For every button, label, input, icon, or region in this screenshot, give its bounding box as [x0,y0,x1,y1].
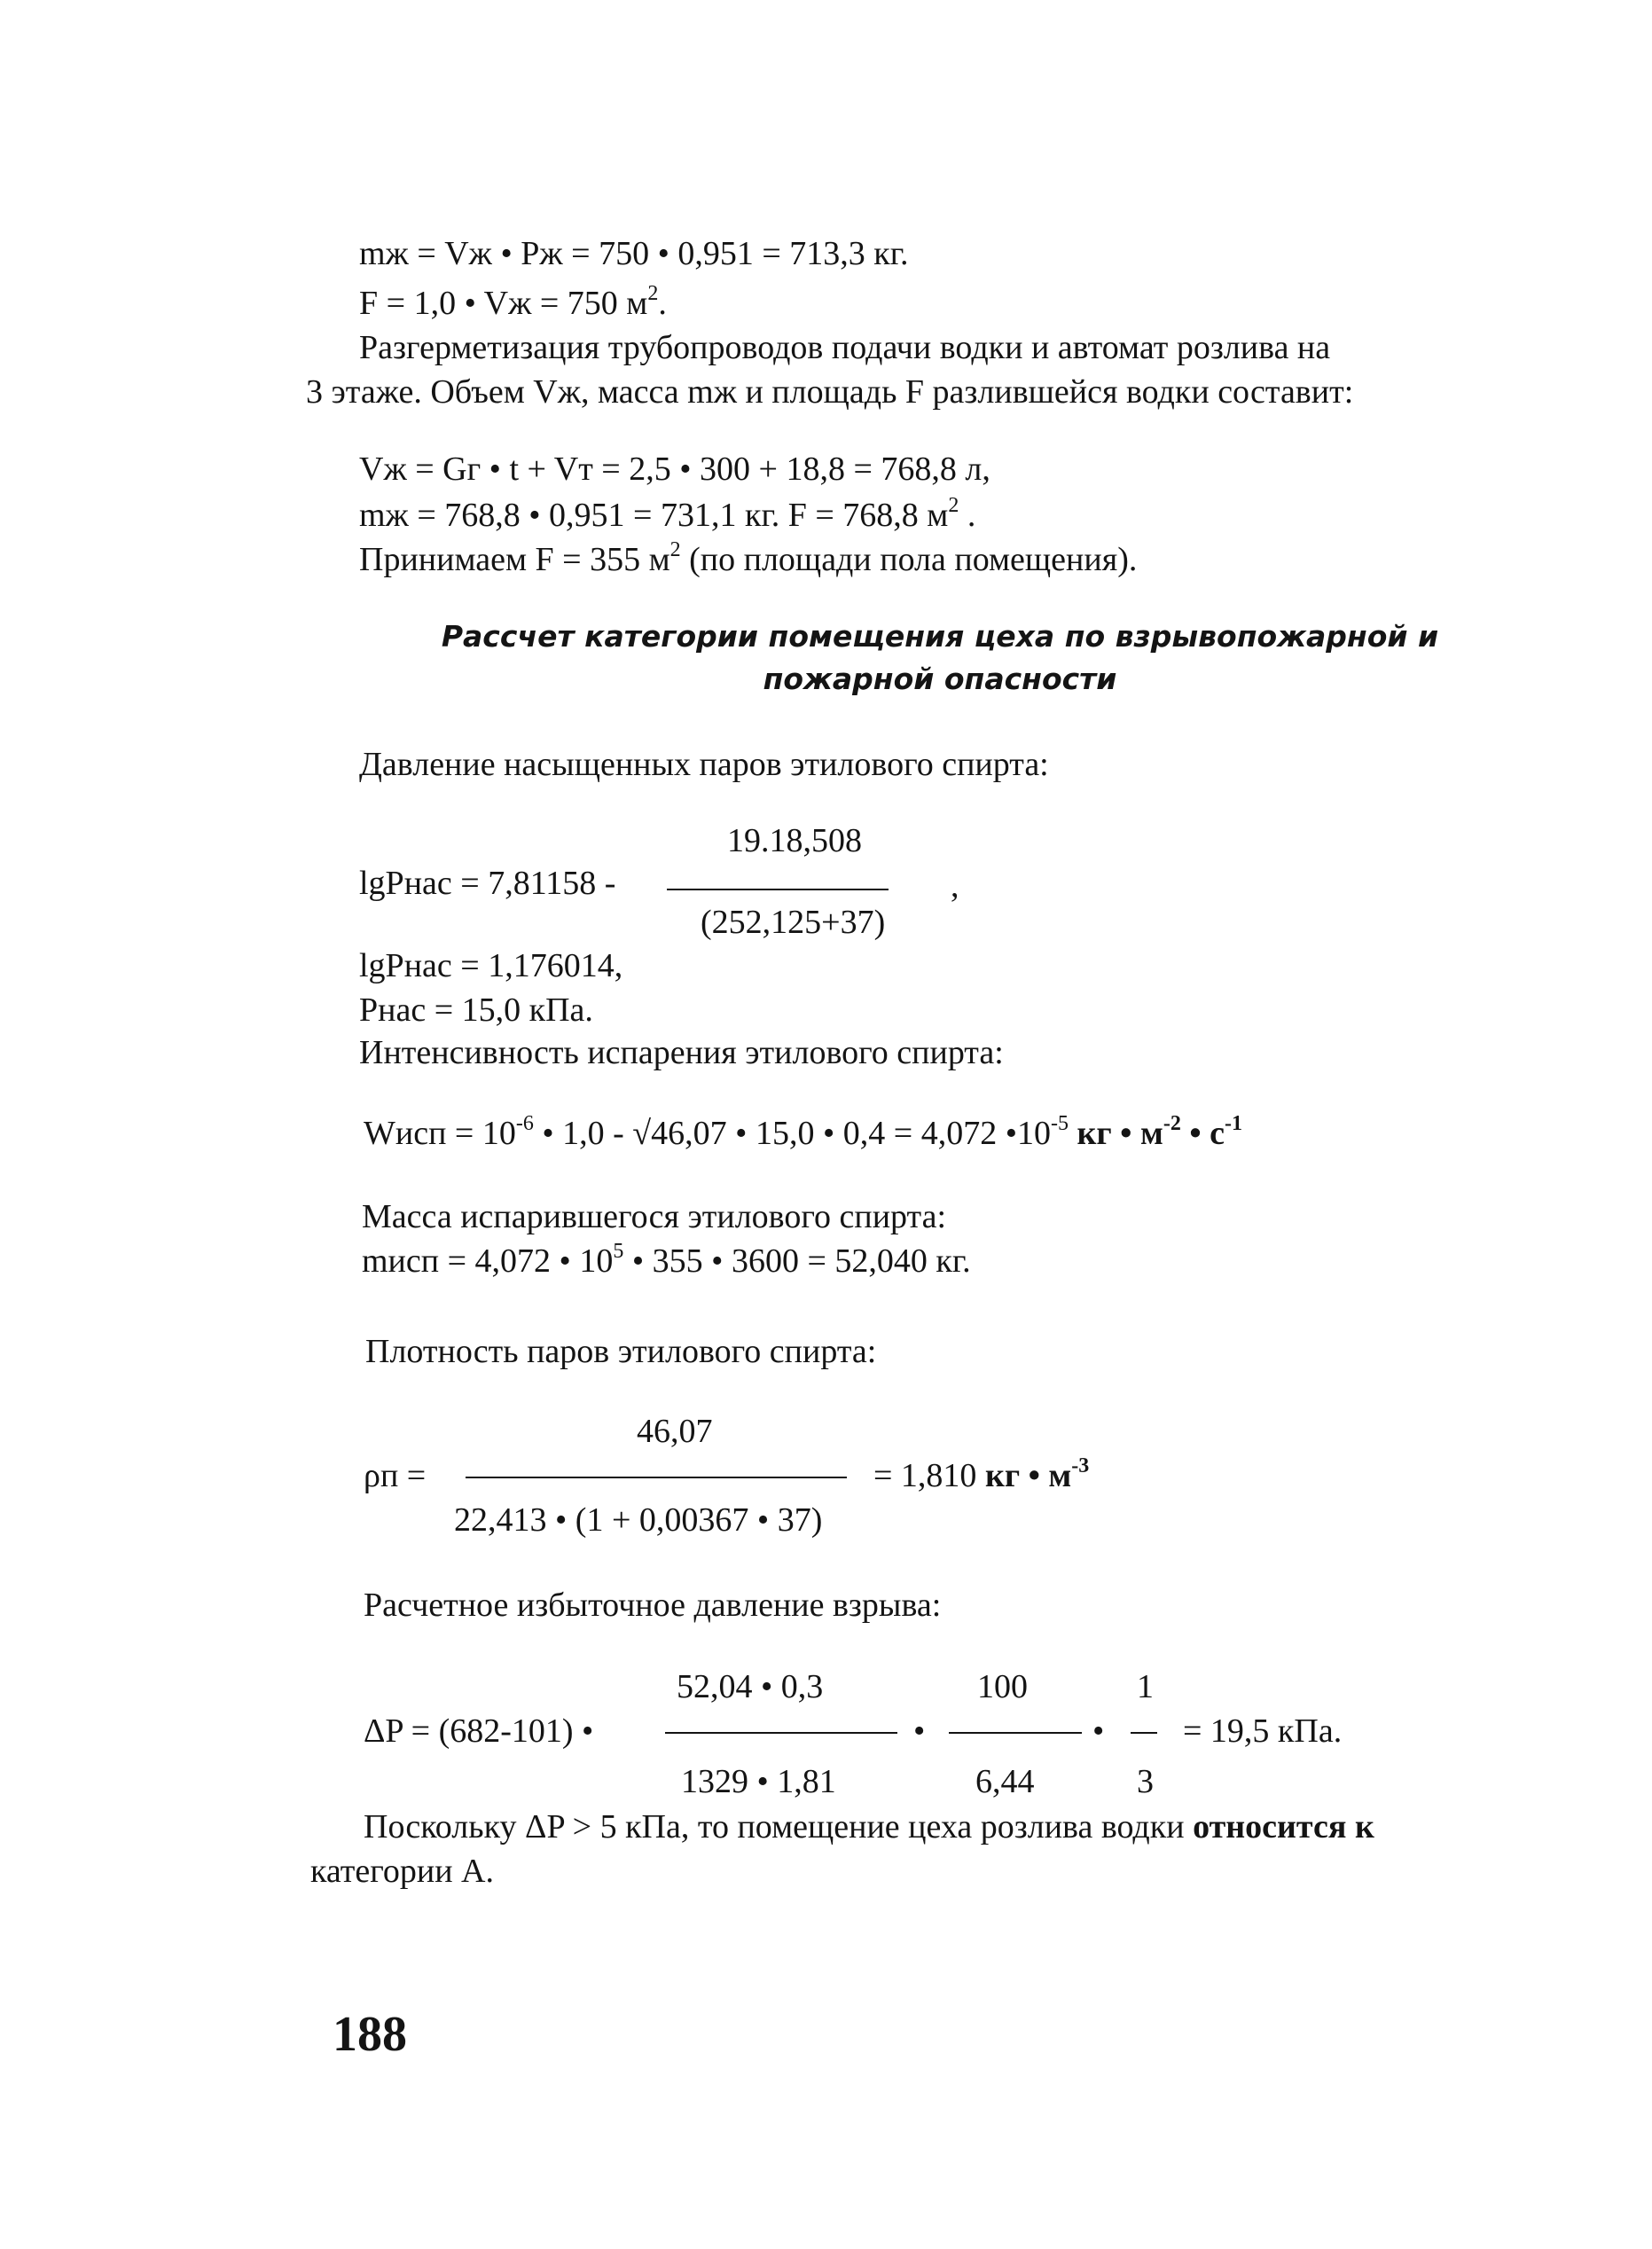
superscript: -5 [1051,1112,1069,1135]
fraction-denominator: 1329 • 1,81 [681,1763,836,1800]
fraction-numerator: 1 [1137,1668,1154,1705]
fraction-bar [667,889,889,890]
fraction-bar [665,1732,897,1734]
fraction-bar [1131,1732,1157,1734]
text-fragment: = 1,810 [873,1457,977,1494]
superscript: -3 [1071,1454,1090,1477]
fraction-numerator: 46,07 [637,1413,713,1450]
superscript: -2 [1163,1112,1181,1135]
equation-volume: Vж = Gг • t + Vт = 2,5 • 300 + 18,8 = 768,8 л, [359,451,990,488]
text-fragment: • 1,0 - √46,07 • 15,0 • 0,4 = 4,072 •10 [533,1115,1051,1152]
mass-formula [362,1240,971,1282]
superscript: -1 [1225,1112,1243,1135]
text-fragment: (по площади пола помещения). [680,541,1138,578]
text-line [362,1195,946,1238]
paragraph-line [306,371,1353,413]
fraction-bar [466,1477,847,1478]
superscript: -6 [515,1112,534,1135]
text-line [359,538,1137,581]
fraction-denominator: 6,44 [975,1763,1035,1800]
text-fragment: Поскольку ΔP > 5 кПа, то помещение цеха розлива водки [364,1808,1194,1845]
formula-lhs: ρп = [364,1457,427,1494]
text-fragment: относится к [1193,1808,1374,1845]
equation-mass-2: mж = 768,8 • 0,951 = 731,1 кг. F = 768,8 м [359,497,949,534]
text-line [359,494,975,537]
superscript: 2 [948,494,959,517]
text-fragment: Принимаем F = 355 м [359,541,670,578]
multiply-dot: • [1092,1712,1105,1750]
formula-lhs: ΔP = (682-101) • [364,1712,594,1750]
section-heading-line1: Рассчет категории помещения цеха по взрывопожарной и [441,619,1439,654]
fraction-numerator: 100 [977,1668,1028,1705]
section-heading-line2: пожарной опасности [763,662,1117,696]
pressure-intro: Давление насыщенных паров этилового спирта: [359,746,1049,783]
fraction-denominator: 3 [1137,1763,1154,1800]
superscript: 5 [613,1240,624,1263]
formula-result: lgPнас = 1,176014, [359,947,623,984]
text-fragment: категории А. [310,1853,494,1890]
equation-mass: mж = Vж • Pж = 750 • 0,951 = 713,3 кг. [359,235,909,272]
text-line [359,232,909,275]
formula-lhs: lgPнас = 7,81158 - [359,865,616,902]
page-number: 188 [333,2007,407,2062]
text-fragment: • с [1180,1115,1225,1152]
conclusion-line1 [364,1806,1374,1848]
density-intro: Плотность паров этилового спирта: [365,1333,877,1370]
evaporation-intro: Интенсивность испарения этилового спирта: [359,1034,1004,1071]
explosion-intro: Расчетное избыточное давление взрыва: [364,1587,942,1624]
text-fragment: mисп = 4,072 • 10 [362,1242,614,1280]
superscript: 2 [647,282,659,305]
text-fragment: . [959,497,976,534]
paragraph-text: 3 этаже. Объем Vж, масса mж и площадь F разлившейся водки составит: [306,373,1354,411]
text-line [359,448,990,490]
text-fragment: Wисп = 10 [364,1115,516,1152]
multiply-dot: • [913,1712,926,1750]
equation-area: F = 1,0 • Vж = 750 м [359,285,648,322]
formula-rhs [873,1454,1089,1497]
formula-comma: , [951,867,959,905]
mass-intro: Масса испарившегося этилового спирта: [362,1198,947,1235]
text-line [364,1584,941,1626]
evaporation-formula [364,1112,1242,1155]
text-fragment: кг • м [976,1457,1072,1494]
text-line [359,282,667,325]
fraction-denominator: (252,125+37) [701,904,886,941]
paragraph-line [359,326,1330,369]
paragraph-text: Разгерметизация трубопроводов подачи водки и автомат розлива на [359,329,1331,366]
text-fragment: . [658,285,667,322]
superscript: 2 [669,538,681,561]
text-line [365,1330,876,1373]
fraction-bar [949,1732,1082,1734]
text-line [359,1031,1004,1074]
formula-result: Pнас = 15,0 кПа. [359,991,593,1029]
text-line [359,743,1049,786]
formula-rhs: = 19,5 кПа. [1183,1712,1343,1750]
fraction-denominator: 22,413 • (1 + 0,00367 • 37) [454,1501,823,1539]
conclusion-line2 [310,1850,494,1892]
text-fragment: • 355 • 3600 = 52,040 кг. [623,1242,971,1280]
fraction-numerator: 19.18,508 [727,822,862,859]
fraction-numerator: 52,04 • 0,3 [677,1668,824,1705]
text-fragment: кг • м [1069,1115,1163,1152]
